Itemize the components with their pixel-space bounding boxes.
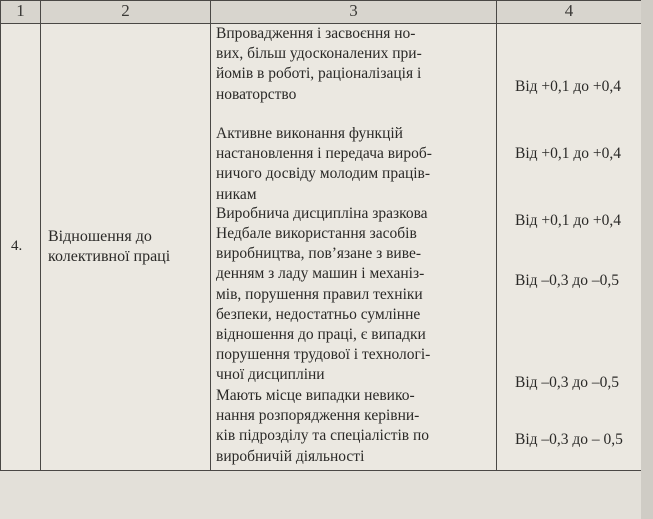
criterion-text: Мають місце випадки невико- нання розпорядження керівни- ків підрозділу та спеціалістів по виробничій діяльності bbox=[216, 387, 430, 465]
table-row bbox=[1, 24, 642, 471]
criterion-text: Виробнича дисципліна зразкова bbox=[216, 205, 428, 222]
criteria-cell bbox=[211, 24, 497, 471]
criterion-text: Активне виконання функцій настановлення і передача вироб- ничого досвіду молодим праців- никам bbox=[216, 125, 432, 203]
row-category: Відношення до колективної праці bbox=[41, 24, 211, 471]
criterion-text: Впровадження і засвоєння но- вих, більш удосконалених при- йомів в роботі, раціоналізація і новаторство bbox=[216, 25, 422, 103]
header-row bbox=[1, 1, 642, 24]
header-col-4: 4 bbox=[497, 1, 642, 24]
page-edge bbox=[641, 0, 653, 519]
values-cell bbox=[497, 24, 642, 471]
value-text: Від –0,3 до –0,5 bbox=[515, 374, 620, 391]
header-col-2: 2 bbox=[41, 1, 211, 24]
value-text: Від –0,3 до – 0,5 bbox=[515, 431, 623, 448]
value-text: Від +0,1 до +0,4 bbox=[515, 212, 622, 229]
row-number: 4. bbox=[1, 24, 41, 471]
value-text: Від –0,3 до –0,5 bbox=[515, 272, 620, 289]
header-col-1: 1 bbox=[1, 1, 41, 24]
value-text: Від +0,1 до +0,4 bbox=[515, 145, 622, 162]
value-text: Від +0,1 до +0,4 bbox=[515, 78, 622, 95]
criterion-text: Недбале використання засобів виробництва, пов’язане з виве- денням з ладу машин і механіз- мів, порушення правил техніки безпеки, недостатньо сумлінне відношення до праці, є випадки порушення трудової і технологі- чної дисципліни bbox=[216, 225, 431, 384]
header-col-3: 3 bbox=[211, 1, 497, 24]
